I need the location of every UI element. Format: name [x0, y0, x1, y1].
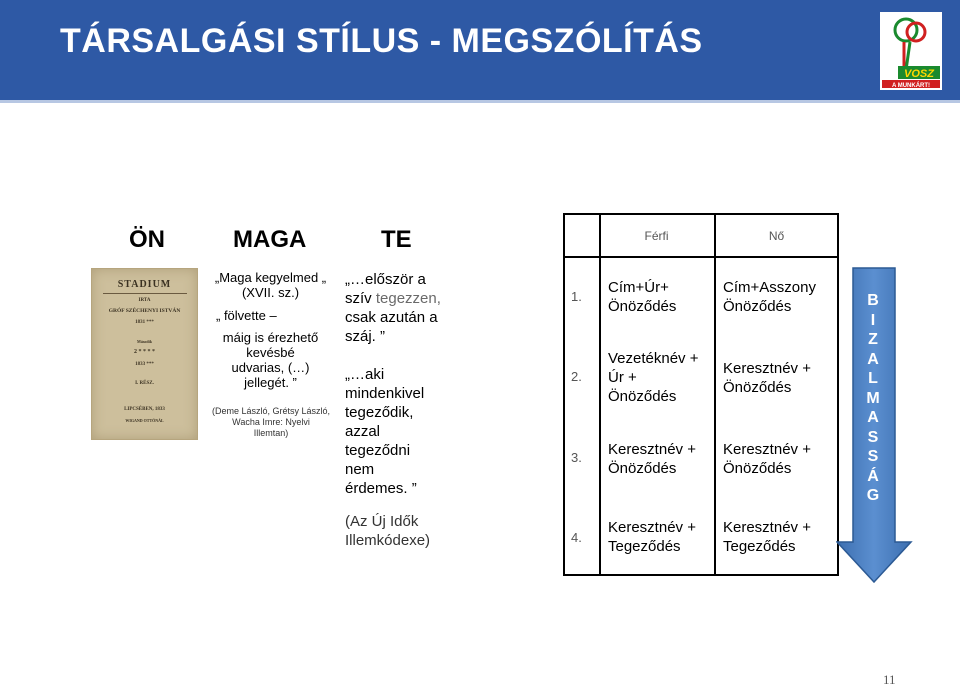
page-number: 11: [883, 672, 896, 687]
row-number: 4.: [571, 530, 582, 545]
no-cell-2: Keresztnév + Önöződés: [723, 360, 811, 396]
vosz-logo: [880, 12, 942, 90]
header-label-ferfi: Férfi: [644, 229, 669, 243]
stadium-book-cover: STADIUM IRTA GRÓF SZÉCHENYI ISTVÁN 1831 *** Második 2 * * * * 1833 *** I. RÉSZ. LIPCSÉBEN, 1833 WIGAND OTTÓNÁL: [91, 268, 198, 440]
svg-text:VOSZ: VOSZ: [904, 68, 934, 80]
heading-te: TE: [381, 226, 412, 253]
table-num-column: [564, 257, 600, 575]
table-corner-cell: [564, 214, 600, 257]
header-label-no: Nő: [768, 229, 785, 243]
maga-citation: (Deme László, Grétsy László, Wacha Imre: Nyelvi Illemtan): [211, 406, 331, 438]
ferfi-cell-2: Vezetéknév + Úr + Önöződés: [608, 350, 699, 405]
maga-body: máig is érezhető kevésbé udvarias, (…) jellegét. ”: [222, 330, 319, 390]
maga-quote-1: „Maga kegyelmed „ (XVII. sz.): [214, 270, 327, 300]
te-quote-1: „…először a szív tegezzen, csak azután a száj. ”: [345, 271, 441, 345]
te-citation: (Az Új Idők Illemkódexe): [345, 513, 431, 549]
arrow-letters-bizalmassag: B I Z A L M A S S Á G: [866, 292, 880, 504]
no-cell-4: Keresztnév + Tegeződés: [723, 519, 811, 555]
title-bar-underline: [0, 100, 960, 103]
heading-on: ÖN: [129, 226, 165, 253]
no-cell-1: Cím+Asszony Önöződés: [723, 279, 816, 315]
te-quote-2: „…aki mindenkivel tegeződik, azzal tegeződni nem érdemes. ”: [345, 366, 425, 497]
ferfi-cell-1: Cím+Úr+ Önöződés: [608, 279, 677, 315]
row-number: 2.: [571, 369, 582, 384]
slide-title: TÁRSALGÁSI STÍLUS - MEGSZÓLÍTÁS: [60, 22, 703, 60]
ferfi-cell-3: Keresztnév + Önöződés: [608, 441, 696, 477]
maga-quote-2: „ fölvette –: [216, 308, 277, 323]
row-number: 1.: [571, 289, 582, 304]
row-number: 3.: [571, 450, 582, 465]
no-cell-3: Keresztnév + Önöződés: [723, 441, 811, 477]
ferfi-cell-4: Keresztnév + Tegeződés: [608, 519, 696, 555]
svg-text:A MUNKÁRT!: A MUNKÁRT!: [891, 83, 931, 89]
heading-maga: MAGA: [233, 226, 307, 253]
vosz-logo-icon: [880, 12, 942, 90]
